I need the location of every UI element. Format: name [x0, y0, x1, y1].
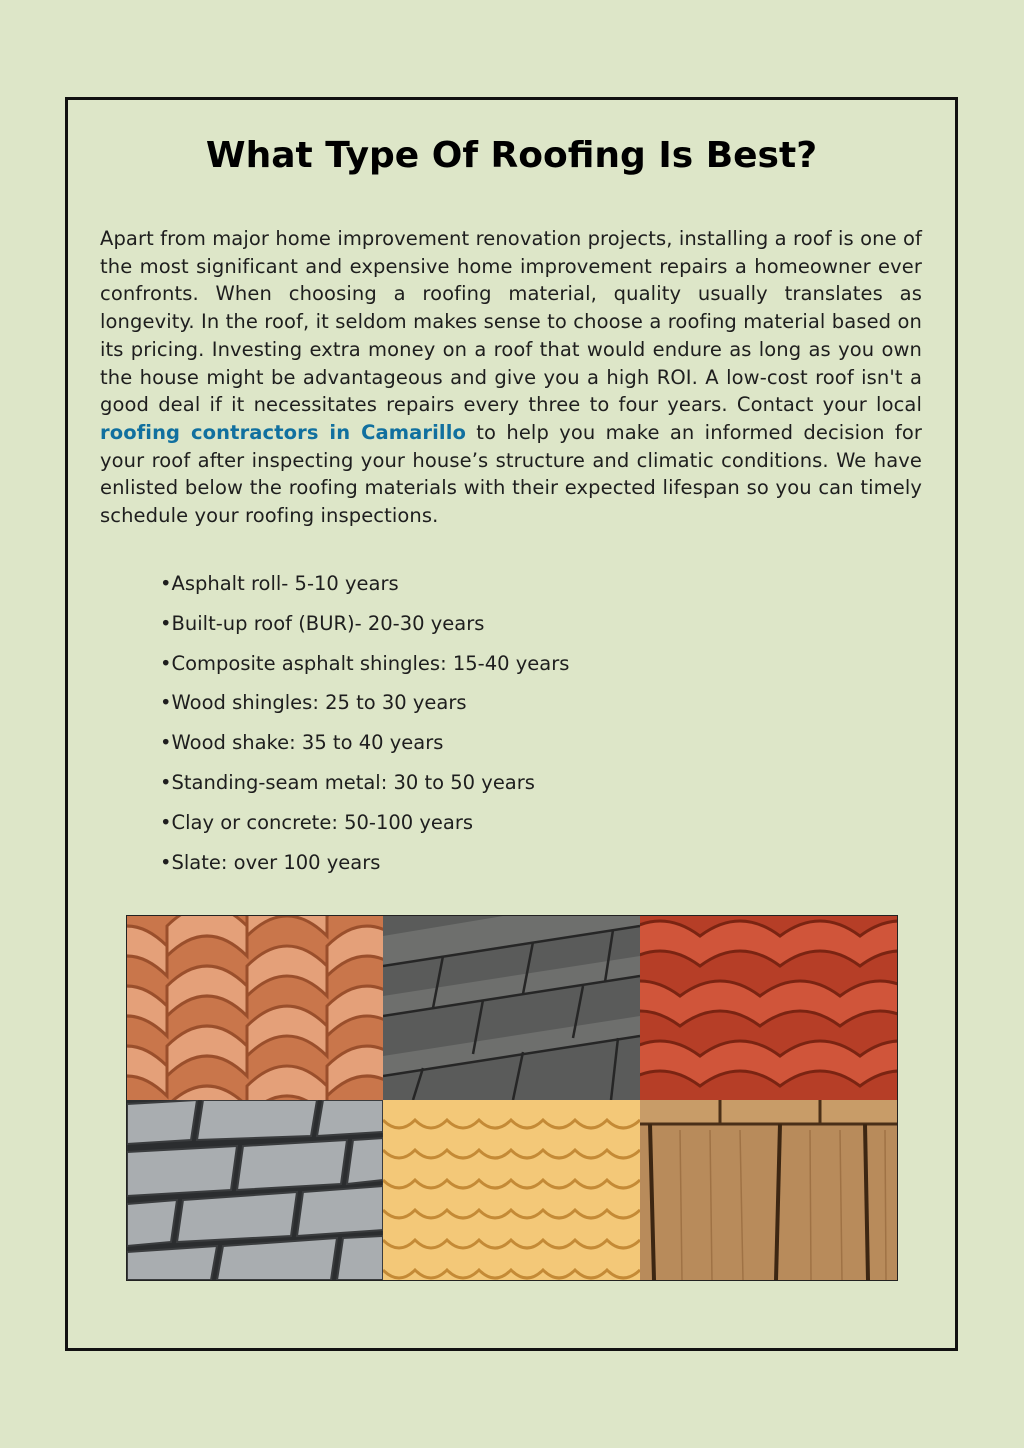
roofing-lifespan-list: [160, 568, 569, 886]
list-item: •Clay or concrete: 50-100 years: [160, 810, 474, 834]
list-item: •Slate: over 100 years: [160, 850, 381, 874]
roofing-materials-gallery: [126, 915, 898, 1281]
page-title: What Type Of Roofing Is Best?: [205, 135, 818, 176]
orange-clay-tiles-photo: [127, 916, 383, 1100]
intro-text-after-link: to help you make an informed decision for your roof after inspecting your house’s structure and climatic conditions. We have enlisted below the roofing materials with their expected lifespan so you can timely schedule your roofing inspections.: [100, 420, 922, 528]
list-item: •Standing-seam metal: 30 to 50 years: [160, 770, 535, 794]
list-item: •Composite asphalt shingles: 15-40 years: [160, 651, 570, 675]
gray-asphalt-shingles-photo: [383, 916, 640, 1100]
wood-shingles-photo: [640, 1100, 897, 1280]
intro-paragraph: [100, 225, 922, 530]
document-frame: [65, 97, 958, 1351]
list-item: •Asphalt roll- 5-10 years: [160, 572, 399, 595]
list-item: •Wood shake: 35 to 40 years: [160, 731, 444, 755]
slate-tiles-photo: [127, 1100, 383, 1280]
intro-text-before-link: Apart from major home improvement renovation projects, installing a roof is one of the most significant and expensive home improvement repairs a homeowner ever confronts. When choosing a roofing material, quality usually translates as longevity. In the roof, it seldom makes sense to choose a roofing material based on its pricing. Investing extra money on a roof that would endure as long as you own the house might be advantageous and give you a high ROI. A low-cost roof isn't a good deal if it necessitates repairs every three to four years. Contact your local: [100, 227, 922, 417]
list-item: •Built-up roof (BUR)- 20-30 years: [160, 611, 485, 635]
red-terracotta-tiles-photo: [640, 916, 897, 1100]
list-item: •Wood shingles: 25 to 30 years: [160, 691, 467, 715]
yellow-metal-tiles-photo: [383, 1100, 640, 1280]
roofing-contractors-link[interactable]: roofing contractors in Camarillo: [100, 420, 466, 444]
